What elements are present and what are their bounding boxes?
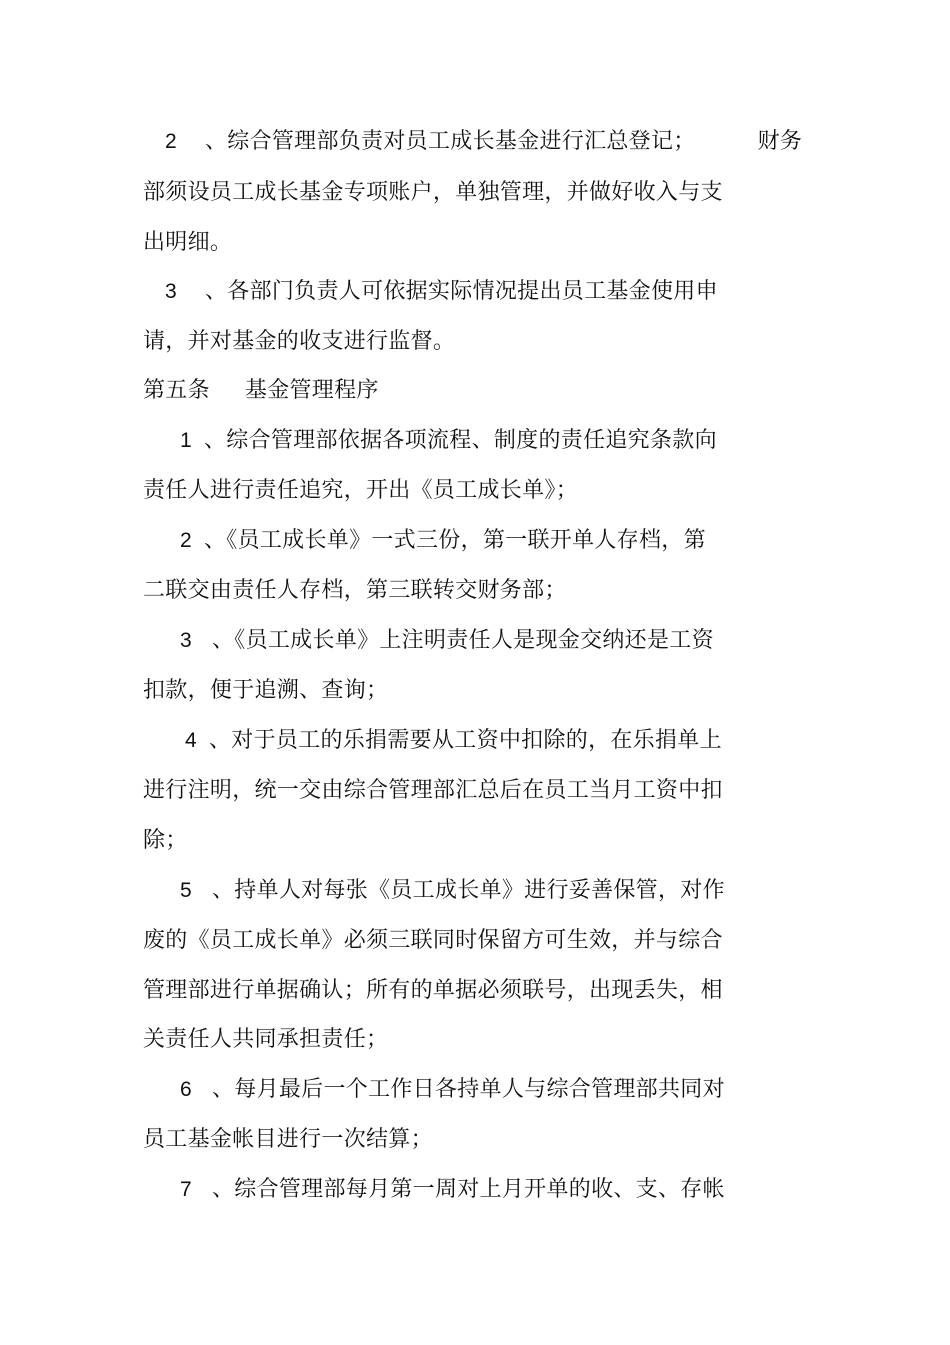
paragraph-2-line-2 — [143, 178, 723, 208]
item-number: 1 — [180, 429, 192, 452]
procedure-5-line-3 — [143, 976, 723, 1006]
line-text: 责任人进行责任追究，开出《员工成长单》； — [143, 478, 579, 503]
item-number: 6 — [180, 1078, 192, 1101]
paragraph-3-line-2 — [143, 327, 455, 357]
line-text: 部须设员工成长基金专项账户，单独管理，并做好收入与支 — [143, 180, 723, 205]
item-number: 7 — [180, 1178, 192, 1201]
article-number: 第五条 — [143, 378, 210, 403]
item-number: 4 — [185, 729, 197, 752]
line-text: 、综合管理部依据各项流程、制度的责任追究条款向 — [203, 428, 717, 453]
line-text: 、各部门负责人可依据实际情况提出员工基金使用申 — [204, 279, 718, 304]
procedure-1-line-2 — [143, 476, 578, 506]
line-text: 、持单人对每张《员工成长单》进行妥善保管，对作 — [211, 878, 725, 903]
procedure-3-line-2 — [143, 676, 388, 706]
line-text: 关责任人共同承担责任； — [143, 1027, 389, 1052]
article-heading — [143, 376, 379, 406]
procedure-6-line-1 — [143, 1075, 725, 1105]
line-text: 、对于员工的乐捐需要从工资中扣除的，在乐捐单上 — [208, 728, 722, 753]
procedure-3-line-1 — [143, 626, 714, 656]
procedure-7-line-1 — [143, 1175, 725, 1205]
line-text: 员工基金帐目进行一次结算； — [143, 1127, 433, 1152]
line-text: 、综合管理部负责对员工成长基金进行汇总登记； — [204, 129, 696, 154]
line-text: 二联交由责任人存档，第三联转交财务部； — [143, 578, 567, 603]
procedure-5-line-1 — [143, 876, 725, 906]
line-text: 、综合管理部每月第一周对上月开单的收、支、存帐 — [211, 1177, 725, 1202]
line-text: 、《员工成长单》一式三份，第一联开单人存档，第 — [203, 528, 706, 553]
item-number: 3 — [165, 280, 177, 303]
procedure-4-line-1 — [143, 726, 722, 756]
item-number: 3 — [180, 629, 192, 652]
procedure-1-line-1 — [143, 426, 717, 456]
item-number: 5 — [180, 879, 192, 902]
article-title: 基金管理程序 — [244, 378, 379, 403]
item-number: 2 — [180, 529, 192, 552]
line-text: 扣款，便于追溯、查询； — [143, 678, 389, 703]
item-number: 2 — [165, 130, 177, 153]
procedure-2-line-2 — [143, 576, 567, 606]
procedure-4-line-2 — [143, 776, 723, 806]
procedure-5-line-4 — [143, 1025, 388, 1055]
line-text: 进行注明，统一交由综合管理部汇总后在员工当月工资中扣 — [143, 778, 723, 803]
procedure-6-line-2 — [143, 1125, 433, 1155]
line-tail-text: 财务 — [757, 129, 803, 154]
procedure-4-line-3 — [143, 826, 188, 856]
procedure-5-line-2 — [143, 926, 723, 956]
line-text: 出明细。 — [143, 230, 233, 255]
line-text: 管理部进行单据确认；所有的单据必须联号，出现丢失，相 — [143, 978, 723, 1003]
line-text: 、每月最后一个工作日各持单人与综合管理部共同对 — [211, 1077, 725, 1102]
paragraph-2-line-1 — [143, 127, 802, 157]
paragraph-2-line-3 — [143, 228, 232, 258]
line-text: 、《员工成长单》上注明责任人是现金交纳还是工资 — [211, 628, 714, 653]
line-text: 除； — [143, 828, 188, 853]
procedure-2-line-1 — [143, 526, 706, 556]
line-text: 请，并对基金的收支进行监督。 — [143, 329, 456, 354]
line-text: 废的《员工成长单》必须三联同时保留方可生效，并与综合 — [143, 928, 723, 953]
paragraph-3-line-1 — [143, 277, 718, 307]
